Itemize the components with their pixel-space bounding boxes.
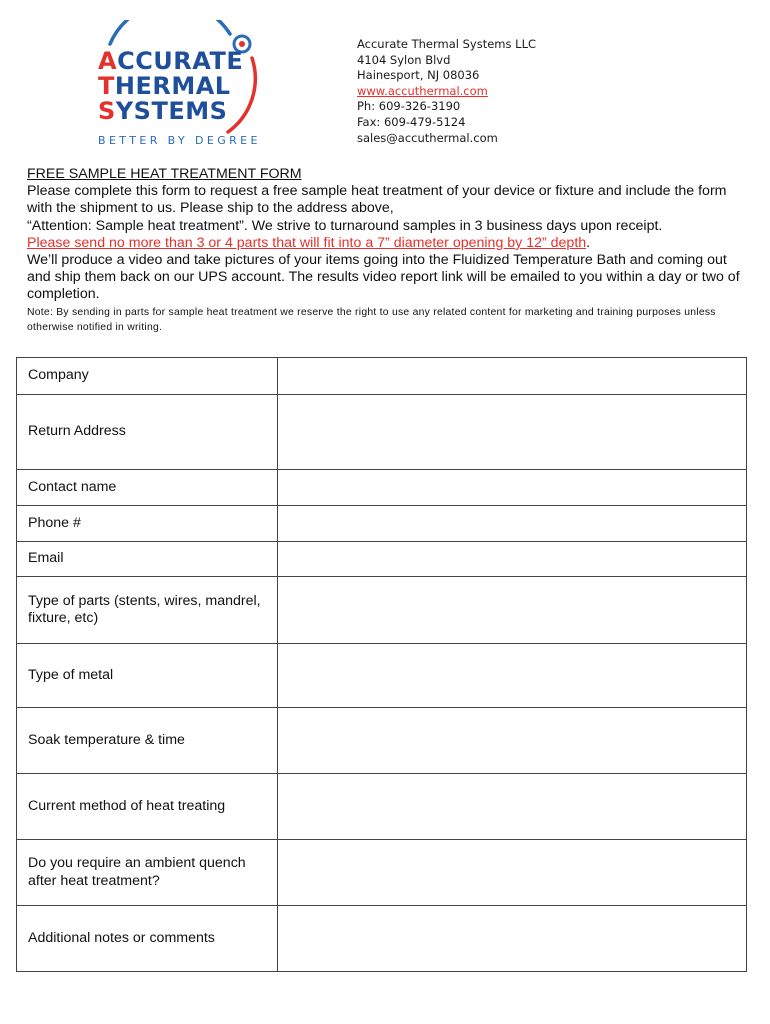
- metal-type-field[interactable]: [277, 644, 746, 708]
- company-field[interactable]: [277, 358, 746, 395]
- table-row: [17, 708, 747, 774]
- logo-word-thermal: THERMAL: [98, 72, 231, 100]
- contact-block: [357, 37, 536, 146]
- marketing-note: Note: By sending in parts for sample heat treatment we reserve the right to use any related content for marketing and training purposes unless otherwise notified in writing.: [27, 307, 716, 333]
- company-logo: [92, 20, 262, 150]
- contact-company: Accurate Thermal Systems LLC: [357, 37, 537, 51]
- field-label: Type of metal: [17, 644, 278, 708]
- table-row: [17, 774, 747, 840]
- field-label: Email: [17, 542, 278, 577]
- logo-word-accurate: ACCURATE: [98, 47, 244, 75]
- contact-city: Hainesport, NJ 08036: [357, 68, 480, 83]
- additional-notes-field[interactable]: [277, 906, 746, 972]
- field-label: Type of parts (stents, wires, mandrel, fixture, etc): [17, 577, 278, 644]
- intro-paragraph-1: Please complete this form to request a free sample heat treatment of your device or fixture and include the form with the shipment to us. Please ship to the address above,: [27, 183, 727, 217]
- contact-fax: Fax: 609-479-5124: [357, 114, 466, 129]
- table-row: [17, 506, 747, 542]
- soak-temperature-field[interactable]: [277, 708, 746, 774]
- field-label: Soak temperature & time: [17, 708, 278, 774]
- logo-tagline: BETTER BY DEGREE: [98, 134, 261, 147]
- field-label: Current method of heat treating: [17, 774, 278, 840]
- request-form-table: [16, 357, 747, 972]
- field-label: Do you require an ambient quench after heat treatment?: [17, 840, 278, 906]
- warning-text: Please send no more than 3 or 4 parts that will fit into a 7” diameter opening by 12” depth: [27, 234, 587, 251]
- table-row: [17, 358, 747, 395]
- field-label: Return Address: [17, 395, 278, 470]
- field-label: Additional notes or comments: [17, 906, 278, 972]
- part-type-field[interactable]: [277, 577, 746, 644]
- table-row: [17, 840, 747, 906]
- contact-name-field[interactable]: [277, 470, 746, 506]
- email-field[interactable]: [277, 542, 746, 577]
- intro-paragraph-2: “Attention: Sample heat treatment”. We strive to turnaround samples in 3 business days upon receipt.: [27, 217, 663, 234]
- field-label: Phone #: [17, 506, 278, 542]
- website-link[interactable]: www.accuthermal.com: [357, 83, 488, 98]
- field-label: Contact name: [17, 470, 278, 506]
- form-title: FREE SAMPLE HEAT TREATMENT FORM: [27, 166, 302, 182]
- field-label: Company: [17, 358, 278, 395]
- contact-phone: Ph: 609-326-3190: [357, 99, 461, 114]
- table-row: [17, 906, 747, 972]
- intro-section: [27, 166, 749, 304]
- heat-treat-method-field[interactable]: [277, 774, 746, 840]
- return-address-field[interactable]: [277, 395, 746, 470]
- table-row: [17, 395, 747, 470]
- logo-word-systems: SYSTEMS: [98, 97, 228, 125]
- table-row: [17, 470, 747, 506]
- table-row: [17, 542, 747, 577]
- contact-email: sales@accuthermal.com: [357, 130, 498, 145]
- intro-paragraph-3: We’ll produce a video and take pictures of your items going into the Fluidized Temperature Bath and coming out and ship them back on our UPS account. The results video report link will be emailed to you within a day or two of completion.: [27, 252, 740, 303]
- ambient-quench-field[interactable]: [277, 840, 746, 906]
- contact-street: 4104 Sylon Blvd: [357, 52, 451, 67]
- shipping-limit-warning: Please send no more than 3 or 4 parts that will fit into a 7” diameter opening by 12” depth.: [27, 234, 591, 251]
- phone-field[interactable]: [277, 506, 746, 542]
- table-row: [17, 644, 747, 708]
- table-row: [17, 577, 747, 644]
